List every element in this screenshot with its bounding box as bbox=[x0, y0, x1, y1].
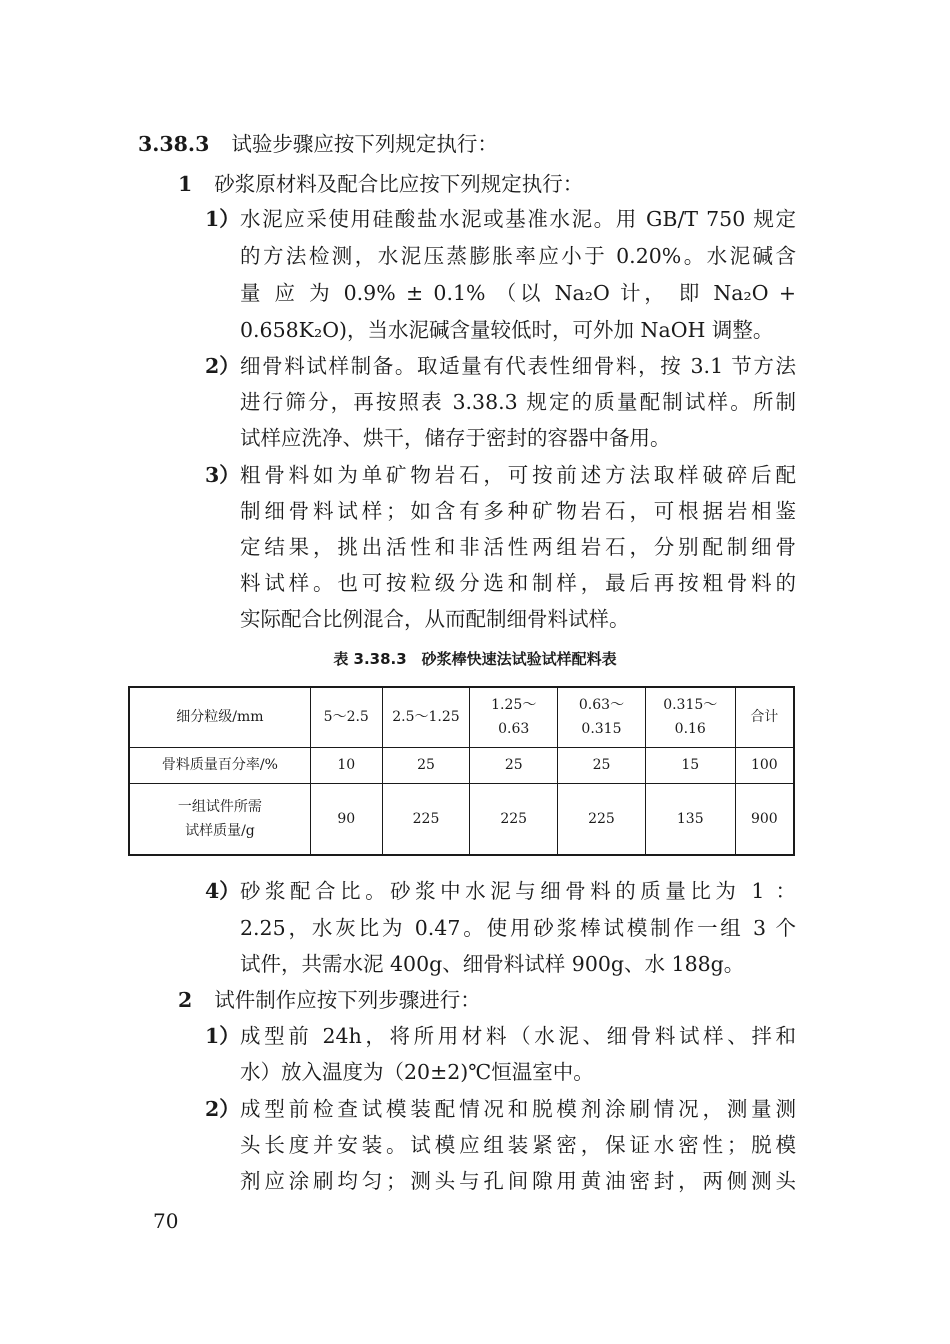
row-mass-value: 90 bbox=[310, 783, 382, 855]
header-col-3 bbox=[470, 687, 558, 747]
p1-line: 水泥应采使用硅酸盐水泥或基准水泥。用 GB/T 750 规定 bbox=[240, 207, 796, 231]
row-percent-total: 100 bbox=[735, 747, 794, 783]
header-col-4 bbox=[558, 687, 646, 747]
p3-line: 料试样。也可按粒级分选和制样，最后再按粗骨料的 bbox=[240, 571, 796, 595]
p3-line: 制细骨料试样；如含有多种矿物岩石，可根据岩相鉴 bbox=[240, 499, 796, 523]
row-percent-value: 25 bbox=[470, 747, 558, 783]
p2-line: 进行筛分，再按照表 3.38.3 规定的质量配制试样。所制 bbox=[240, 390, 796, 414]
p2-number: 2） bbox=[205, 354, 240, 378]
row-percent-label: 骨料质量百分率/% bbox=[129, 747, 310, 783]
header-col-2: 2.5～1.25 bbox=[382, 687, 470, 747]
mix-table bbox=[128, 686, 795, 856]
row-mass-value: 135 bbox=[645, 783, 735, 855]
p4-line: 试件，共需水泥 400g、细骨料试样 900g、水 188g。 bbox=[240, 952, 745, 976]
table-row-percent bbox=[129, 747, 794, 783]
header-col-1: 5～2.5 bbox=[310, 687, 382, 747]
q2-line: 头长度并安装。试模应组装紧密，保证水密性；脱模 bbox=[240, 1133, 796, 1157]
p3-line: 实际配合比例混合，从而配制细骨料试样。 bbox=[240, 607, 630, 631]
p3-line: 粗骨料如为单矿物岩石，可按前述方法取样破碎后配 bbox=[240, 463, 796, 487]
section-number: 3.38.3 bbox=[138, 132, 210, 156]
row-mass-label-bottom: 试样质量/g bbox=[185, 822, 255, 839]
p1-line: 0.658K₂O)，当水泥碱含量较低时，可外加 NaOH 调整。 bbox=[240, 318, 774, 342]
item-1-number: 1 bbox=[178, 172, 193, 196]
q1-line: 水）放入温度为（20±2)℃恒温室中。 bbox=[240, 1060, 594, 1084]
row-mass-value: 225 bbox=[470, 783, 558, 855]
q2-line: 成型前检查试模装配情况和脱模剂涂刷情况，测量测 bbox=[240, 1097, 796, 1121]
table-caption: 表 3.38.3 砂浆棒快速法试验试样配料表 bbox=[333, 650, 617, 668]
p4-line: 砂浆配合比。砂浆中水泥与细骨料的质量比为 1 ： bbox=[240, 879, 796, 903]
header-col-4-top: 0.63～ bbox=[578, 697, 625, 714]
item-2-text: 试件制作应按下列步骤进行： bbox=[214, 988, 481, 1012]
row-mass-label bbox=[129, 783, 310, 855]
row-mass-value: 225 bbox=[558, 783, 646, 855]
p1-number: 1） bbox=[205, 207, 240, 231]
table-header-row bbox=[129, 687, 794, 747]
header-col-3-top: 1.25～ bbox=[491, 697, 537, 714]
p2-line: 细骨料试样制备。取适量有代表性细骨料，按 3.1 节方法 bbox=[240, 354, 796, 378]
section-heading-text: 试验步骤应按下列规定执行： bbox=[231, 132, 498, 156]
q2-line: 剂应涂刷均匀；测头与孔间隙用黄油密封，两侧测头 bbox=[240, 1169, 796, 1193]
row-percent-value: 15 bbox=[645, 747, 735, 783]
table-row-mass bbox=[129, 783, 794, 855]
header-grade-label: 细分粒级/mm bbox=[129, 687, 310, 747]
row-percent-value: 10 bbox=[310, 747, 382, 783]
item-2-number: 2 bbox=[178, 988, 193, 1012]
header-col-5-bottom: 0.16 bbox=[674, 721, 706, 738]
q1-line: 成型前 24h，将所用材料（水泥、细骨料试样、拌和 bbox=[240, 1024, 796, 1048]
page-number: 70 bbox=[153, 1209, 179, 1233]
header-col-5-top: 0.315～ bbox=[663, 697, 718, 714]
p3-number: 3） bbox=[205, 463, 240, 487]
row-mass-label-top: 一组试件所需 bbox=[177, 798, 262, 815]
q2-number: 2） bbox=[205, 1097, 240, 1121]
item-1-text: 砂浆原材料及配合比应按下列规定执行： bbox=[214, 172, 584, 196]
p4-number: 4） bbox=[205, 879, 240, 903]
header-col-3-bottom: 0.63 bbox=[498, 721, 530, 738]
row-percent-value: 25 bbox=[558, 747, 646, 783]
item-2 bbox=[178, 984, 481, 1016]
p3-line: 定结果，挑出活性和非活性两组岩石，分别配制细骨 bbox=[240, 535, 796, 559]
header-col-4-bottom: 0.315 bbox=[581, 721, 622, 738]
row-mass-value: 225 bbox=[382, 783, 470, 855]
section-heading bbox=[138, 128, 498, 160]
row-percent-value: 25 bbox=[382, 747, 470, 783]
p1-line: 的方法检测，水泥压蒸膨胀率应小于 0.20%。水泥碱含 bbox=[240, 244, 796, 268]
item-1 bbox=[178, 168, 583, 200]
p1-line: 量 应 为 0.9% ± 0.1% （以 Na₂O 计， 即 Na₂O + bbox=[240, 281, 796, 305]
p2-line: 试样应洗净、烘干，储存于密封的容器中备用。 bbox=[240, 426, 671, 450]
header-total: 合计 bbox=[735, 687, 794, 747]
p4-line: 2.25，水灰比为 0.47。使用砂浆棒试模制作一组 3 个 bbox=[240, 916, 796, 940]
row-mass-total: 900 bbox=[735, 783, 794, 855]
q1-number: 1） bbox=[205, 1024, 240, 1048]
header-col-5 bbox=[645, 687, 735, 747]
